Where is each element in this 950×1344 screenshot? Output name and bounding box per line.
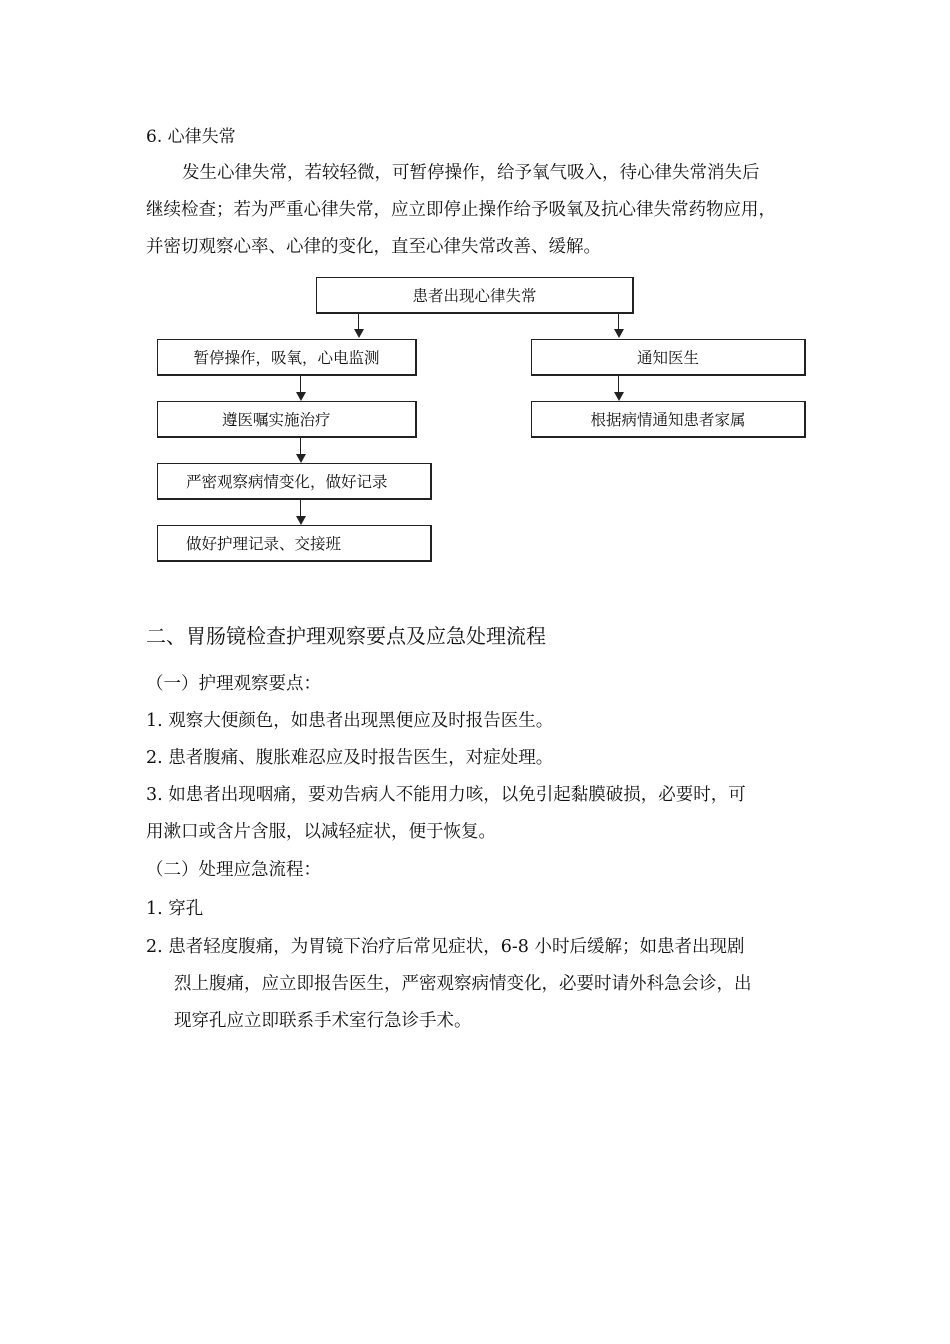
- observation-item-3-cont: 用漱口或含片含服，以减轻症状，便于恢复。: [146, 822, 496, 842]
- arrow-down-icon: [614, 329, 624, 338]
- subheading-observation: （一）护理观察要点：: [146, 674, 321, 694]
- connector-line: [618, 314, 619, 330]
- arrow-down-icon: [296, 516, 306, 525]
- flow-box-left-3: 严密观察病情变化，做好记录: [157, 463, 432, 500]
- emergency-item-2-cont-1: 烈上腹痛，应立即报告医生，严密观察病情变化，必要时请外科急会诊，出: [174, 974, 752, 994]
- connector-line: [300, 438, 301, 455]
- flow-box-left-4: 做好护理记录、交接班: [157, 525, 432, 562]
- arrow-down-icon: [296, 392, 306, 401]
- flow-box-left-2: 遵医嘱实施治疗: [157, 401, 417, 438]
- arrow-down-icon: [354, 329, 364, 338]
- section-heading-arrhythmia: 6. 心律失常: [146, 127, 236, 147]
- flow-box-top: 患者出现心律失常: [316, 277, 634, 314]
- paragraph-line-1: 发生心律失常，若较轻微，可暂停操作，给予氧气吸入，待心律失常消失后: [182, 163, 760, 183]
- observation-item-1: 1. 观察大便颜色，如患者出现黑便应及时报告医生。: [146, 711, 554, 731]
- connector-line: [300, 376, 301, 393]
- subheading-emergency: （二）处理应急流程：: [146, 860, 321, 880]
- observation-item-2: 2. 患者腹痛、腹胀难忍应及时报告医生，对症处理。: [146, 748, 554, 768]
- emergency-item-2: 2. 患者轻度腹痛，为胃镜下治疗后常见症状，6-8 小时后缓解；如患者出现剧: [146, 937, 745, 957]
- arrow-down-icon: [296, 454, 306, 463]
- emergency-item-2-cont-2: 现穿孔应立即联系手术室行急诊手术。: [174, 1011, 472, 1031]
- arrow-down-icon: [614, 392, 624, 401]
- flow-box-right-2: 根据病情通知患者家属: [531, 401, 806, 438]
- flow-box-right-1: 通知医生: [531, 339, 806, 376]
- paragraph-line-2: 继续检查；若为严重心律失常，应立即停止操作给予吸氧及抗心律失常药物应用，: [146, 200, 776, 220]
- observation-item-3: 3. 如患者出现咽痛，要劝告病人不能用力咳，以免引起黏膜破损，必要时，可: [146, 785, 746, 805]
- emergency-item-1: 1. 穿孔: [146, 899, 204, 919]
- section-title-gastroscopy: 二、胃肠镜检查护理观察要点及应急处理流程: [146, 624, 546, 648]
- paragraph-line-3: 并密切观察心率、心律的变化，直至心律失常改善、缓解。: [146, 237, 601, 257]
- connector-line: [618, 376, 619, 393]
- connector-line: [358, 314, 359, 330]
- flow-box-left-1: 暂停操作，吸氧，心电监测: [157, 339, 417, 376]
- connector-line: [300, 500, 301, 517]
